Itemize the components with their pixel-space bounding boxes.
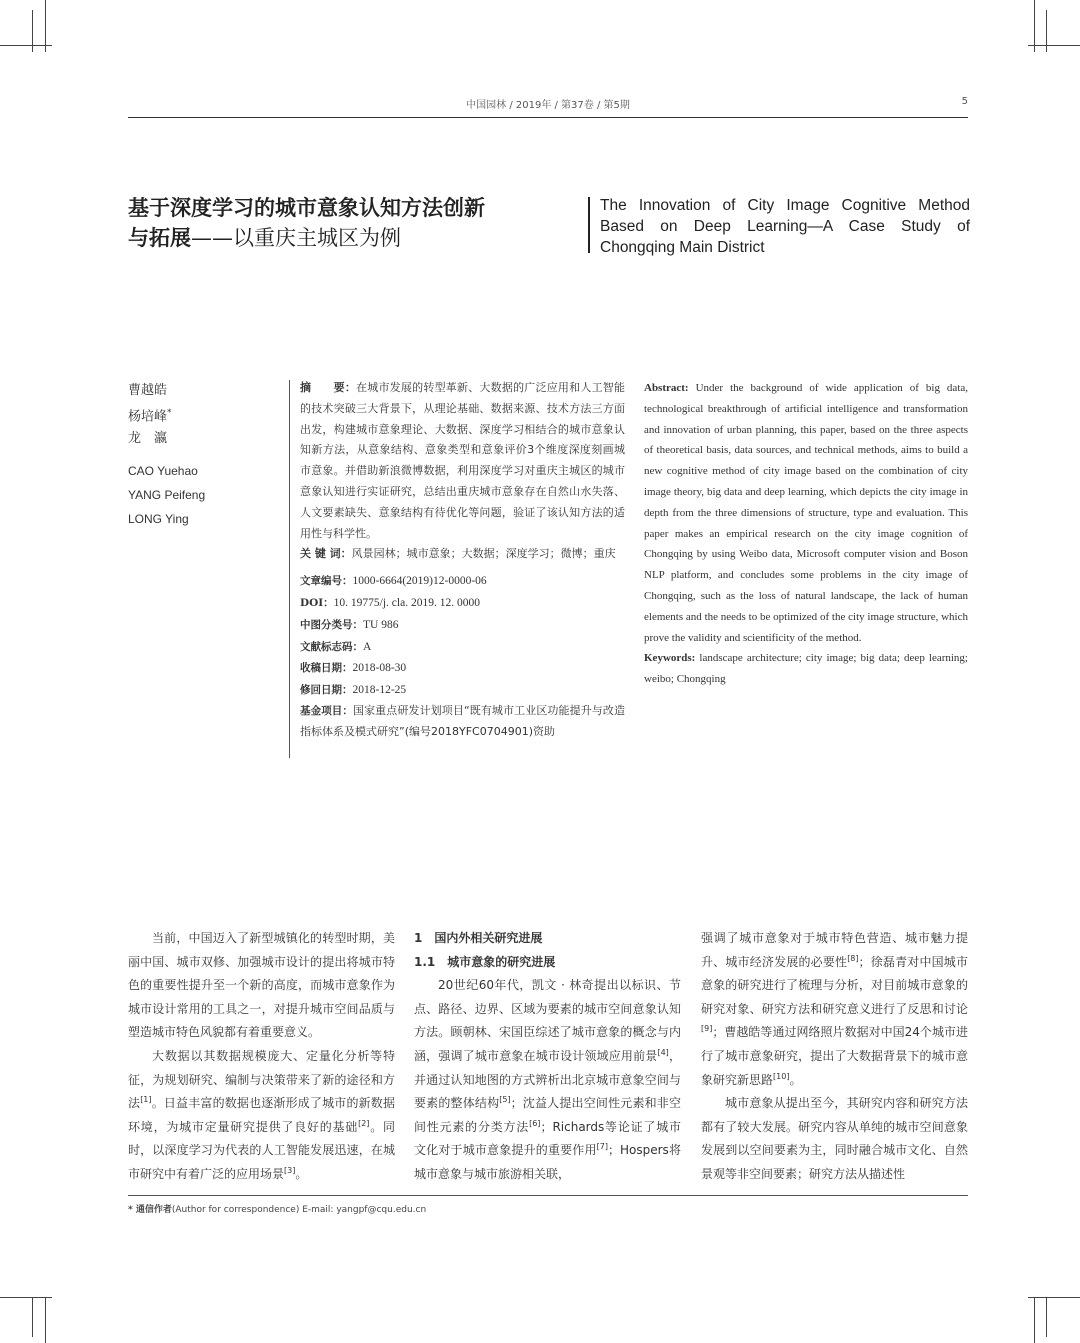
crop-mark-bl-v <box>45 1297 46 1343</box>
running-head: 中国园林 / 2019年 / 第37卷 / 第5期 <box>466 100 630 111</box>
citation: [10] <box>773 1071 790 1081</box>
paragraph: 20世纪60年代，凯文 · 林奇提出以标识、节点、路径、边界、区域为要素的城市空间意象认知方法。顾朝林、宋国臣综述了城市意象的概念与内涵，强调了城市意象在城市设计领域应用前景[4]，并通过认知地图的方式辨析出北京城市意象空间与要素的整体结构[5]；沈益人提出空间性元素和非空间性元素的分类方法[6]；Richards等论证了城市文化对于城市意象提升的重要作用[7]；Hospers将城市意象与城市旅游相关联， <box>414 978 681 1181</box>
author-cn: 龙 瀛 <box>128 431 168 447</box>
meta-row: 文献标志码：A <box>300 640 372 653</box>
author-cn: 曹越皓 <box>128 383 168 398</box>
abstract-cn-label: 摘 要： <box>300 381 357 394</box>
keywords-cn-text: 风景园林；城市意象；大数据；深度学习；微博；重庆 <box>351 547 616 561</box>
crop-mark-tl-h <box>0 45 52 46</box>
body-column-1 <box>128 927 395 1187</box>
title-cn-line2-main: 与拓展 <box>128 226 191 250</box>
authors-chinese <box>128 380 172 450</box>
footnote-label: * 通信作者 <box>128 1205 172 1215</box>
keywords-en-text: landscape architecture; city image; big data; deep learning; weibo; Chongqing <box>644 652 968 686</box>
citation: [1] <box>140 1095 152 1105</box>
author-en: CAO Yuehao <box>128 464 198 478</box>
author-en: LONG Ying <box>128 512 189 526</box>
citation: [8] <box>847 953 859 963</box>
meta-row: 修回日期：2018-12-25 <box>300 684 407 697</box>
section-heading: 1 国内外相关研究进展 <box>414 931 543 945</box>
author-en: YANG Peifeng <box>128 488 206 502</box>
header-rule <box>128 117 968 118</box>
corresponding-mark: * <box>167 408 172 418</box>
authors-english <box>128 459 205 531</box>
keywords-cn <box>300 544 625 565</box>
title-cn-line1: 基于深度学习的城市意象认知方法创新 <box>128 196 485 220</box>
meta-row: 收稿日期：2018-08-30 <box>300 662 407 675</box>
body-column-3 <box>701 927 968 1187</box>
paragraph: 当前，中国迈入了新型城镇化的转型时期，美丽中国、城市双修、加强城市设计的提出将城市特色的重要性提升至一个新的高度，而城市意象作为城市设计常用的工具之一，对提升城市空间品质与塑造城市特色风貌都有着重要意义。 <box>128 931 395 1040</box>
keywords-en <box>644 648 968 690</box>
footnote <box>128 1202 426 1215</box>
crop-mark-br-v2 <box>1046 1297 1047 1337</box>
abstract-divider <box>289 380 290 758</box>
keywords-en-label: Keywords: <box>644 652 696 665</box>
citation: [5] <box>499 1095 511 1105</box>
crop-mark-br-h <box>1028 1297 1080 1298</box>
title-chinese <box>128 193 568 253</box>
abstract-en-body <box>644 378 968 648</box>
citation: [7] <box>596 1142 608 1152</box>
paragraph: 强调了城市意象对于城市特色营造、城市魅力提升、城市经济发展的必要性[8]；徐磊青对中国城市意象的研究进行了梳理与分析，对目前城市意象的研究对象、研究方法和研究意义进行了反思和讨论[9]；曹越皓等通过网络照片数据对中国24个城市进行了城市意象研究，提出了大数据背景下的城市意象研究新思路[10]。 <box>701 931 968 1087</box>
crop-mark-tl-v2 <box>32 10 33 52</box>
meta-row: 文章编号：1000-6664(2019)12-0000-06 <box>300 575 487 588</box>
footnote-text: (Author for correspondence) E-mail: yangpf@cqu.edu.cn <box>171 1205 427 1215</box>
title-cn-line2 <box>128 223 568 253</box>
body-column-2 <box>414 927 681 1187</box>
crop-mark-bl-v2 <box>32 1297 33 1337</box>
citation: [4] <box>657 1047 669 1057</box>
abstract-chinese <box>300 378 625 743</box>
abstract-english <box>644 378 968 690</box>
citation: [6] <box>529 1118 541 1128</box>
meta-row: 中图分类号：TU 986 <box>300 618 399 631</box>
subsection-heading: 1.1 城市意象的研究进展 <box>414 954 556 969</box>
crop-mark-tr-v2 <box>1046 10 1047 52</box>
footnote-rule <box>128 1195 968 1196</box>
citation: [2] <box>358 1118 370 1128</box>
title-english: The Innovation of City Image Cognitive Method Based on Deep Learning—A Case Study of Chongqing Main District <box>600 197 970 256</box>
abstract-en-label: Abstract: <box>644 382 689 394</box>
crop-mark-tr-h <box>1028 45 1080 46</box>
title-separator <box>588 197 590 253</box>
meta-row: 基金项目：国家重点研发计划项目“既有城市工业区功能提升与改造指标体系及模式研究”(编号2018YFC0704901)资助 <box>300 703 625 738</box>
abstract-en-text: Under the background of wide application of big data, technological breakthrough of artificial intelligence and transformation and innovation of urban planning, this paper, based on the three aspects of theoretical basis, data sources, and technical methods, aims to build a new cognitive method of city image based on the combination of city image theory, big data and deep learning, which depicts the city image in depth from the three dimensions of structure, type and evaluation. This paper makes an empirical research on the city image cognition of Chongqing by using Weibo data, Microsoft computer vision and Boson NLP platform, and concludes some problems in the city image of Chongqing, such as the loss of natural landscape, the lack of human elements and the needs to be optimized of the city image structure, which prove the validity and scientificity of the method. <box>644 382 969 644</box>
paragraph: 大数据以其数据规模庞大、定量化分析等特征，为规划研究、编制与决策带来了新的途径和方法[1]。日益丰富的数据也逐渐形成了城市的新数据环境，为城市定量研究提供了良好的基础[2]。同时，以深度学习为代表的人工智能发展迅速，在城市研究中有着广泛的应用场景[3]。 <box>128 1048 395 1181</box>
abstract-cn-text: 在城市发展的转型革新、大数据的广泛应用和人工智能的技术突破三大背景下，从理论基础、数据来源、技术方法三方面出发，构建城市意象理论、大数据、深度学习相结合的城市意象认知新方法，从意象结构、意象类型和意象评价3个维度深度刻画城市意象。并借助新浪微博数据，利用深度学习对重庆主城区的城市意象认知进行实证研究，总结出重庆城市意象存在自然山水失落、人文要素缺失、意象结构有待优化等问题，验证了该认知方法的适用性与科学性。 <box>300 381 626 540</box>
crop-mark-bl-h <box>0 1297 52 1298</box>
abstract-cn-body <box>300 378 625 544</box>
paragraph: 城市意象从提出至今，其研究内容和研究方法都有了较大发展。研究内容从单纯的城市空间意象发展到以空间要素为主，同时融合城市文化、自然景观等非空间要素；研究方法从描述性 <box>701 1096 968 1181</box>
page-number: 5 <box>961 96 968 107</box>
crop-mark-br-v <box>1034 1297 1035 1343</box>
keywords-cn-label: 关 键 词： <box>300 547 352 561</box>
author-cn: 杨培峰* <box>128 408 172 425</box>
citation: [9] <box>701 1024 713 1034</box>
citation: [3] <box>284 1165 296 1175</box>
title-cn-subtitle: ——以重庆主城区为例 <box>191 226 401 250</box>
meta-row: DOI：10. 19775/j. cla. 2019. 12. 0000 <box>300 596 480 609</box>
article-metadata <box>300 570 625 742</box>
